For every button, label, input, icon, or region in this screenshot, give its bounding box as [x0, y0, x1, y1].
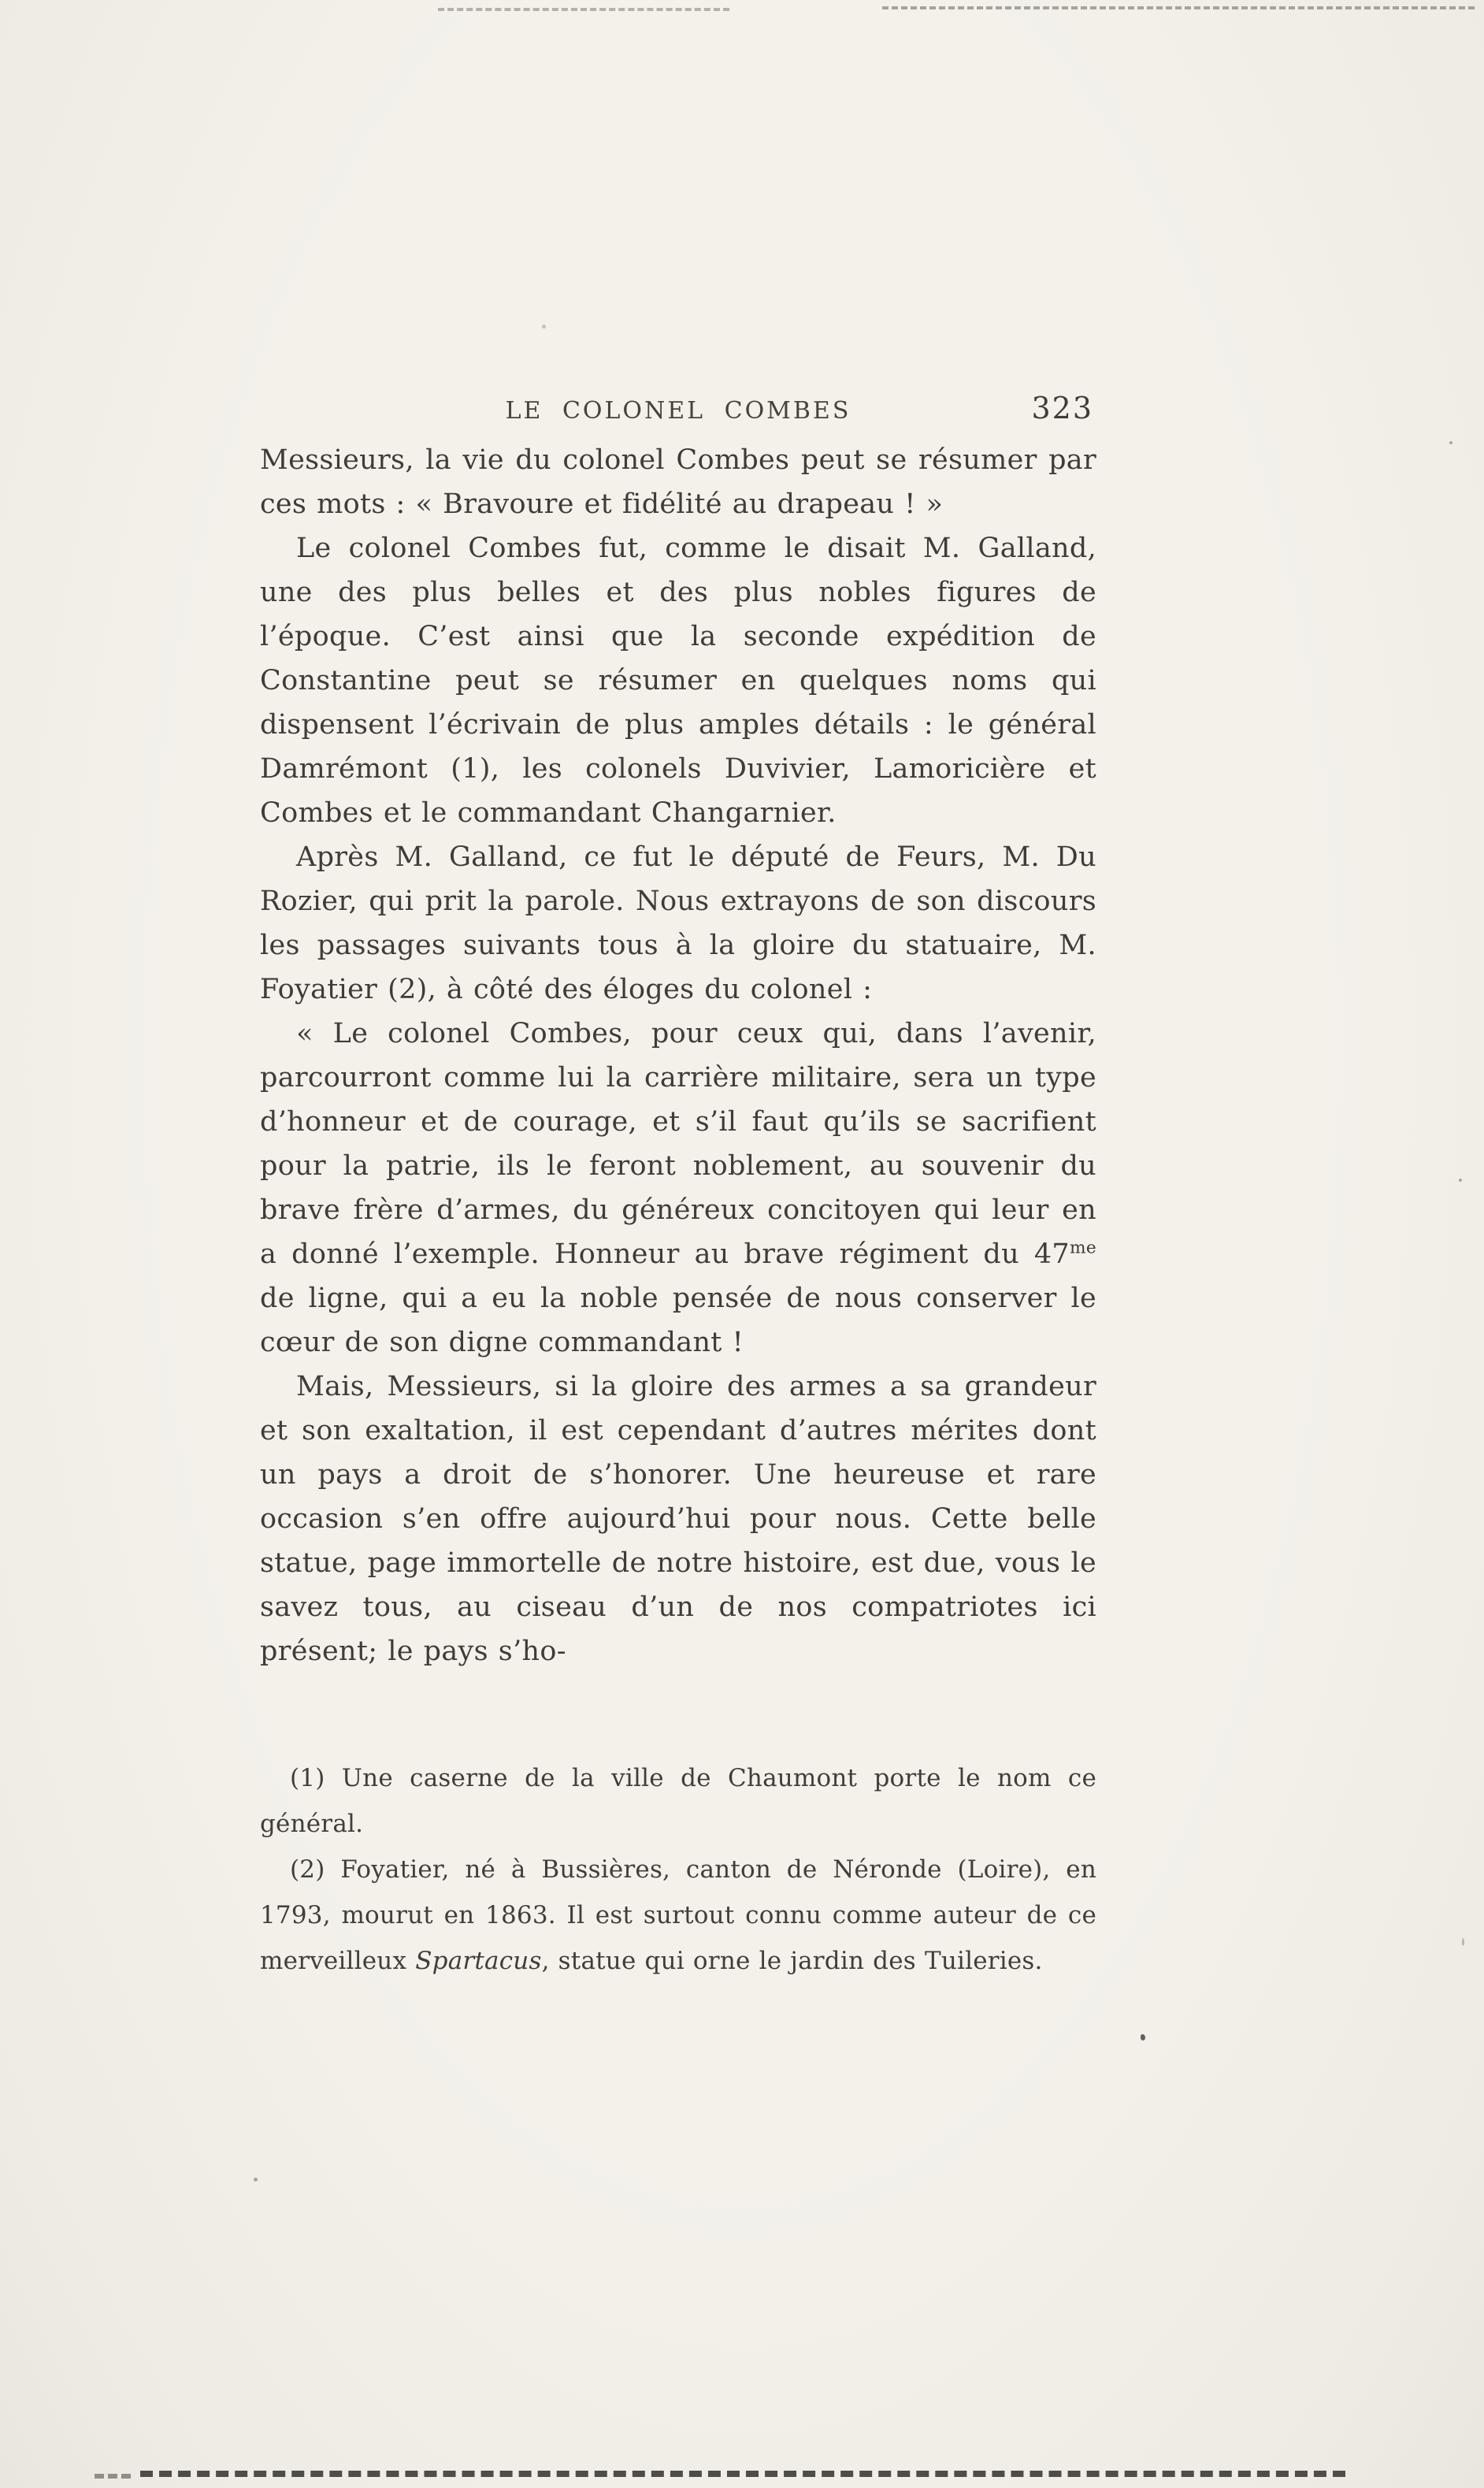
- scan-edge-top-line-left: [438, 8, 729, 11]
- footnotes: [260, 1755, 1096, 1984]
- scan-edge-bottom-line-left: [95, 2474, 131, 2479]
- page-number: 323: [1031, 391, 1093, 425]
- scan-artifact: [1449, 441, 1452, 444]
- scan-artifact: [1459, 1179, 1462, 1182]
- superscript-run: me: [1070, 1238, 1096, 1258]
- running-title: LE COLONEL COMBES: [505, 397, 851, 425]
- running-head: [260, 391, 1096, 435]
- text-run: (1) Une caserne de la ville de Chaumont porte le nom ce général.: [260, 1764, 1096, 1838]
- scan-edge-bottom-line: [140, 2471, 1345, 2477]
- text-run: Après M. Galland, ce fut le député de Feurs, M. Du Rozier, qui prit la parole. Nous extrayons de son discours les passages suivants tous à la gloire du statuaire, M. Foyatier (2), à côté des éloges du colonel :: [260, 841, 1096, 1005]
- body-paragraph: [260, 1012, 1096, 1365]
- body-paragraph: [260, 438, 1096, 526]
- text-run: , statue qui orne le jardin des Tuileries.: [541, 1947, 1043, 1975]
- footnote: [260, 1847, 1096, 1984]
- scan-artifact: [542, 325, 546, 329]
- scan-artifact: [1462, 1938, 1464, 1946]
- scan-edge-top-line-right: [882, 6, 1475, 9]
- body-paragraph: [260, 1365, 1096, 1673]
- body-paragraph: [260, 835, 1096, 1012]
- scan-artifact: [1141, 2034, 1145, 2041]
- scan-artifact: [254, 2178, 258, 2182]
- body-paragraph: [260, 526, 1096, 835]
- italic-run: Spartacus: [415, 1947, 542, 1975]
- page-body-text: [260, 438, 1096, 1673]
- text-run: « Le colonel Combes, pour ceux qui, dans l’avenir, parcourront comme lui la carrière militaire, sera un type d’honneur et de courage, et s’il faut qu’ils se sacrifient pour la patrie, ils le feront noblement, au souvenir du brave frère d’armes, du généreux concitoyen qui leur en a donné l’exemple. Honneur au brave régiment du 47: [260, 1018, 1096, 1270]
- text-run: Mais, Messieurs, si la gloire des armes a sa grandeur et son exaltation, il est cependant d’autres mérites dont un pays a droit de s’honorer. Une heureuse et rare occasion s’en offre aujourd’hui pour nous. Cette belle statue, page immortelle de notre histoire, est due, vous le savez tous, au ciseau d’un de nos compatriotes ici présent; le pays s’ho-: [260, 1371, 1096, 1667]
- text-run: (2) Foyatier, né à Bussières, canton de Néronde (Loire), en 1793, mourut en 1863. Il est surtout connu comme auteur de ce merveilleux: [260, 1855, 1096, 1975]
- text-run: Le colonel Combes fut, comme le disait M. Galland, une des plus belles et des plus nobles figures de l’époque. C’est ainsi que la seconde expédition de Constantine peut se résumer en quelques noms qui dispensent l’écrivain de plus amples détails : le général Damrémont (1), les colonels Duvivier, Lamoricière et Combes et le commandant Changarnier.: [260, 533, 1096, 829]
- footnote: [260, 1755, 1096, 1847]
- text-run: Messieurs, la vie du colonel Combes peut se résumer par ces mots : « Bravoure et fidélité au drapeau ! »: [260, 444, 1096, 520]
- text-run: de ligne, qui a eu la noble pensée de nous conserver le cœur de son digne commandant !: [260, 1283, 1096, 1358]
